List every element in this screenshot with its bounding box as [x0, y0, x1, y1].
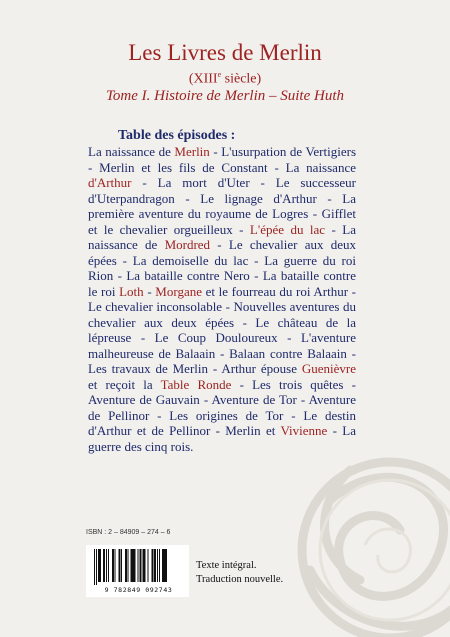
toc-highlight-name: Loth — [119, 283, 144, 299]
toc-text-segment: La naissance de — [88, 144, 175, 159]
toc-text-segment: - — [143, 283, 156, 299]
toc-text-segment: - La naissance de — [88, 221, 356, 252]
toc-highlight-name: Table Ronde — [160, 376, 232, 392]
toc-heading: Table des épisodes : — [118, 128, 236, 143]
toc-highlight-name: Guenièvre — [301, 361, 356, 376]
edition-note-line-2: Traduction nouvelle. — [196, 574, 284, 585]
book-title: Les Livres de Merlin — [128, 40, 322, 65]
barcode — [86, 545, 189, 597]
toc-text-segment: - La guerre des cinq rois. — [88, 423, 356, 454]
toc-text-segment: - Le chevalier aux deux épées - La demoiselle du lac - La guerre du roi Rion - La bataille contre Nero - La bataille contre le roi — [88, 237, 356, 299]
barcode-number: 9 782849 092743 — [104, 586, 173, 594]
toc-highlight-name: Morgane — [155, 283, 202, 299]
edition-note-line-1: Texte intégral. — [196, 560, 257, 571]
toc-highlight-name: d'Arthur — [88, 175, 132, 190]
barcode-bars-icon — [92, 549, 183, 586]
toc-text-segment: - Les trois quêtes - Aventure de Gauvain - Aventure de Tor - Aventure de Pellinor - Les origines de Tor - Le destin d'Arthur et de Pellinor - Merlin et — [88, 376, 356, 438]
toc-highlight-name: Merlin — [174, 144, 210, 159]
isbn-label: ISBN : 2 – 84909 – 274 – 6 — [86, 529, 171, 536]
century-subtitle: (XIIIe siècle) — [188, 70, 262, 87]
toc-highlight-name: L'épée du lac — [249, 221, 326, 237]
toc-episode-list — [88, 144, 356, 454]
toc-highlight-name: Mordred — [164, 237, 211, 252]
toc-text-segment: - L'usurpation de Vertigiers - Merlin et les fils de Constant - La naissance — [88, 144, 357, 175]
celtic-knot-ornament-icon — [270, 430, 450, 637]
toc-highlight-name: Vivienne — [280, 423, 328, 438]
toc-text-segment: - La mort d'Uter - Le successeur d'Uterpandragon - Le lignage d'Arthur - La première aventure du royaume de Logres - Gifflet et le chevalier orgueilleux - — [88, 175, 356, 237]
toc-text-segment: et le fourreau du roi Arthur - Le chevalier inconsolable - Nouvelles aventures du chevalier aux deux épées - Le château de la lépreuse - Le Coup Douloureux - L'aventure malheureuse de Balaain - Balaan contre Balaain - Les travaux de Merlin - Arthur épouse — [88, 283, 356, 376]
toc-text-segment: et reçoit la — [88, 376, 161, 392]
tome-subtitle: Tome I. Histoire de Merlin – Suite Huth — [105, 88, 345, 104]
edition-note — [196, 559, 283, 587]
